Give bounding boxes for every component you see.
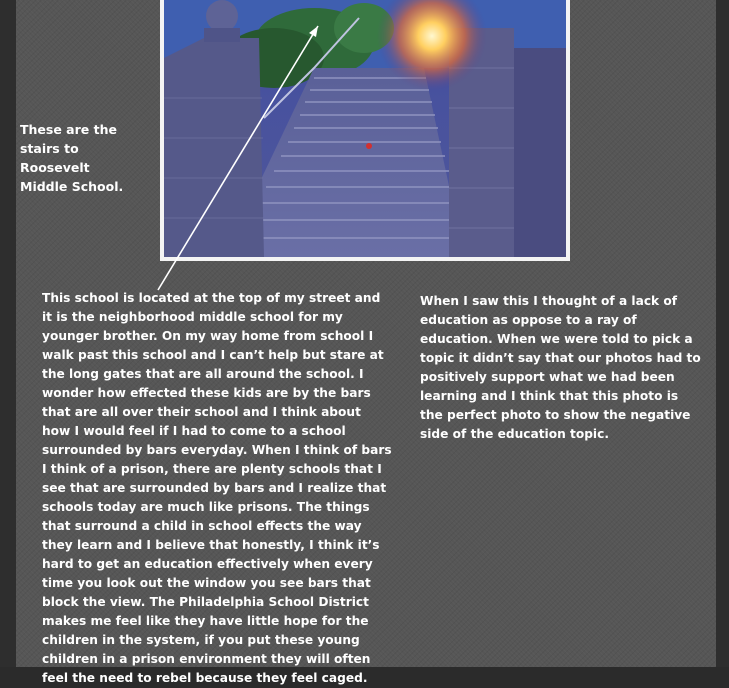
left-margin (0, 0, 16, 667)
photo-frame (160, 0, 570, 261)
left-paragraph: This school is located at the top of my street and it is the neighborhood middle school for my younger brother. On my way home from school I walk past this school and I can’t help but stare at the long gates that are all around the school. I wonder how effected these kids are by the bars that are all over their school and I think about how I would feel if I had to come to a school surrounded by bars everyday. When I think of bars I think of a prison, there are plenty schools that I see that are surrounded by bars and I realize that schools today are much like prisons. The things that surround a child in school effects the way they learn and I believe that honestly, I think it’s hard to get an education effectively when every time you look out the window you see bars that block the view. The Philadelphia School District makes me feel like they have little hope for the children in the system, if you put these young children in a prison environment they will often feel the need to rebel because they feel caged. (42, 291, 392, 685)
stairs-photo (164, 0, 566, 257)
right-margin (716, 0, 729, 667)
stairs-photo-drawing (164, 0, 566, 257)
photo-caption: These are the stairs to Roosevelt Middle School. (20, 122, 124, 194)
right-paragraph: When I saw this I thought of a lack of education as oppose to a ray of education. When we were told to pick a topic it didn’t say that our photos had to positively support what we had been learning and I think that this photo is the perfect photo to show the negative side of the education topic. (420, 294, 701, 441)
